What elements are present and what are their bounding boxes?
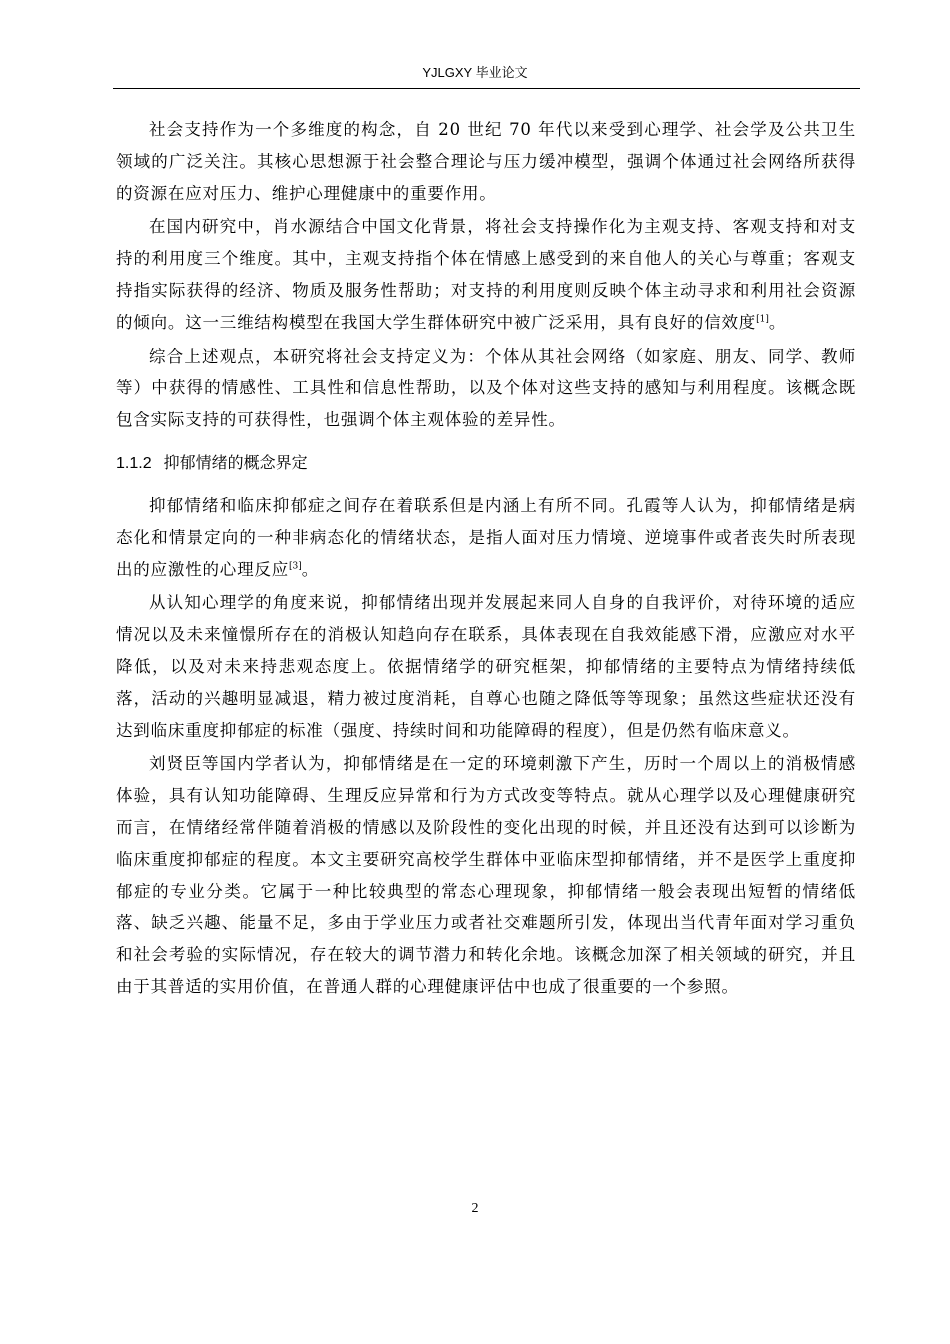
section-heading xyxy=(116,450,856,478)
header-divider xyxy=(113,88,860,89)
paragraph-social-support-overview xyxy=(116,114,856,209)
paragraph-text: 刘贤臣等国内学者认为，抑郁情绪是在一定的环境刺激下产生，历时一个周以上的消极情感体验，具有认知功能障碍、生理反应异常和行为方式改变等特点。就从心理学以及心理健康研究而言，在情绪经常伴随着消极的情感以及阶段性的变化出现的时候，并且还没有达到可以诊断为临床重度抑郁症的程度。本文主要研究高校学生群体中亚临床型抑郁情绪，并不是医学上重度抑郁症的专业分类。它属于一种比较典型的常态心理现象，抑郁情绪一般会表现出短暂的情绪低落、缺乏兴趣、能量不足，多由于学业压力或者社交难题所引发，体现出当代青年面对学习重负和社会考验的实际情况，存在较大的调节潜力和转化余地。该概念加深了相关领域的研究，并且由于其普适的实用价值，在普通人群的心理健康评估中也成了很重要的一个参照。 xyxy=(116,754,856,996)
paragraph-tail: 。 xyxy=(301,559,320,579)
paragraph-social-support-definition xyxy=(116,341,856,436)
citation-ref[interactable]: [3] xyxy=(289,561,302,572)
paragraph-text: 抑郁情绪和临床抑郁症之间存在着联系但是内涵上有所不同。孔霞等人认为，抑郁情绪是病态化和情景定向的一种非病态化的情绪状态，是指人面对压力情境、逆境事件或者丧失时所表现出的应激性的心理反应 xyxy=(116,495,856,579)
page-number: 2 xyxy=(471,1201,479,1216)
section-title: 抑郁情绪的概念界定 xyxy=(163,454,308,472)
paragraph-text: 在国内研究中，肖水源结合中国文化背景，将社会支持操作化为主观支持、客观支持和对支持的利用度三个维度。其中，主观支持指个体在情感上感受到的来自他人的关心与尊重；客观支持指实际获得的经济、物质及服务性帮助；对支持的利用度则反映个体主动寻求和利用社会资源的倾向。这一三维结构模型在我国大学生群体研究中被广泛采用，具有良好的信效度 xyxy=(116,217,856,332)
paragraph-text: 从认知心理学的角度来说，抑郁情绪出现并发展起来同人自身的自我评价，对待环境的适应情况以及未来憧憬所存在的消极认知趋向存在联系，具体表现在自我效能感下滑，应激应对水平降低，以及对未来持悲观态度上。依据情绪学的研究框架，抑郁情绪的主要特点为情绪持续低落，活动的兴趣明显减退，精力被过度消耗，自尊心也随之降低等等现象；虽然这些症状还没有达到临床重度抑郁症的标准（强度、持续时间和功能障碍的程度），但是仍然有临床意义。 xyxy=(116,593,856,740)
paragraph-text: 综合上述观点，本研究将社会支持定义为：个体从其社会网络（如家庭、朋友、同学、教师等）中获得的情感性、工具性和信息性帮助，以及个体对这些支持的感知与利用程度。该概念既包含实际支持的可获得性，也强调个体主观体验的差异性。 xyxy=(116,346,856,430)
paragraph-text: 社会支持作为一个多维度的构念，自 20 世纪 70 年代以来受到心理学、社会学及公共卫生领域的广泛关注。其核心思想源于社会整合理论与压力缓冲模型，强调个体通过社会网络所获得的资源在应对压力、维护心理健康中的重要作用。 xyxy=(116,120,856,203)
running-header-title: YJLGXY 毕业论文 xyxy=(422,65,528,80)
paragraph-social-support-dimensions xyxy=(116,211,856,338)
paragraph-domestic-scholars xyxy=(116,748,856,1002)
paragraph-depression-definition xyxy=(116,490,856,585)
citation-ref[interactable]: [1] xyxy=(756,314,769,325)
document-body xyxy=(116,114,856,1005)
section-number: 1.1.2 xyxy=(116,454,152,472)
paragraph-tail: 。 xyxy=(768,312,787,332)
paragraph-cognitive-perspective xyxy=(116,587,856,746)
